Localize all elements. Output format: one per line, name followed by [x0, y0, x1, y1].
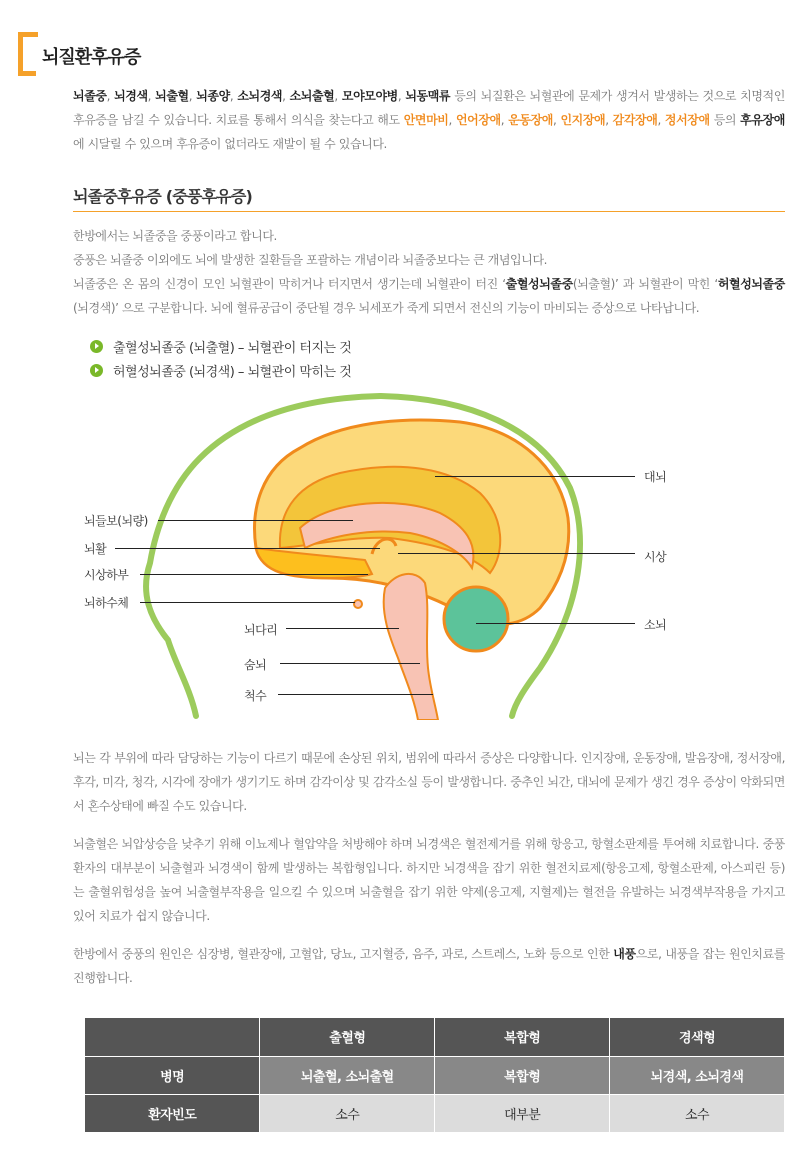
cerebellum	[444, 587, 508, 651]
table-cell: 뇌경색, 소뇌경색	[610, 1056, 785, 1094]
symptom-term: 운동장애	[508, 113, 553, 127]
page-title-block	[18, 32, 778, 78]
stroke-type-table	[85, 1018, 785, 1133]
section-line-1: 한방에서는 뇌졸중을 중풍이라고 합니다.	[73, 229, 277, 243]
page-title: 뇌질환후유증	[42, 47, 141, 68]
section-title: 뇌졸중후유증 (중풍후유증)	[73, 184, 785, 212]
disease-list: 뇌졸중, 뇌경색, 뇌출혈, 뇌종양, 소뇌경색, 소뇌출혈, 모야모야병, 뇌동맥류	[73, 89, 451, 103]
symptom-term: 언어장애	[455, 113, 501, 127]
cause-paragraph: 한방에서 중풍의 원인은 심장병, 혈관장애, 고혈압, 당뇨, 고지혈증, 음주, 과로, 스트레스, 노화 등으로 인한 내풍으로, 내풍을 잡는 원인치료를 진행합니다.	[73, 947, 785, 985]
disease-term: 소뇌출혈	[289, 89, 335, 103]
intro-text-3: 에 시달릴 수 있으며 후유증이 없더라도 재발이 될 수 있습니다.	[73, 137, 387, 151]
pituitary-gland	[354, 600, 362, 608]
label-line	[115, 548, 380, 549]
intro-text-2: 등의	[713, 113, 741, 127]
table-row	[85, 1056, 785, 1094]
section-line-2: 중풍은 뇌졸중 이외에도 뇌에 발생한 질환들을 포괄하는 개념이라 뇌졸중보다는 큰 개념입니다.	[73, 253, 548, 267]
cause-bold-term: 내풍	[613, 947, 636, 961]
list-item: 허혈성뇌졸중 (뇌경색) – 뇌혈관이 막히는 것	[90, 358, 351, 382]
title-bracket-decoration	[18, 32, 38, 76]
ischemic-term: 허혈성뇌졸중	[717, 277, 785, 291]
label-spinal-cord: 척수	[244, 689, 267, 703]
disease-term: 뇌경색	[114, 89, 148, 103]
play-bullet-icon	[90, 340, 103, 353]
table-cell: 소수	[610, 1094, 785, 1132]
table-cell: 뇌출혈, 소뇌출혈	[260, 1056, 435, 1094]
label-pituitary: 뇌하수체	[84, 596, 129, 610]
intro-bold-term: 후유장애	[740, 113, 785, 127]
disease-term: 뇌종양	[196, 89, 230, 103]
disease-term: 소뇌경색	[237, 89, 283, 103]
table-header-cell: 복합형	[435, 1018, 610, 1056]
table-row	[85, 1094, 785, 1132]
label-line	[158, 520, 353, 521]
hemorrhagic-term: 출혈성뇌졸중	[505, 277, 573, 291]
table-row-header: 환자빈도	[85, 1094, 260, 1132]
label-line	[140, 602, 355, 603]
label-line	[140, 574, 368, 575]
label-line	[398, 553, 635, 554]
table-row-header: 병명	[85, 1056, 260, 1094]
treatment-paragraph: 뇌출혈은 뇌압상승을 낮추기 위해 이뇨제나 혈압약을 처방해야 하며 뇌경색은 혈전제거를 위해 항응고, 항혈소판제를 투여해 치료합니다. 중풍환자의 대부분이 뇌출혈과 뇌경색이 함께 발생하는 복합형입니다. 하지만 뇌경색을 잡기 위한 혈전치료제(항응고제, 항혈소판제, 아스피린 등)는 출혈위험성을 높여 뇌출혈부작용을 일으킬 수 있으며 뇌출혈을 잡기 위한 약제(응고제, 지혈제)는 혈전을 유발하는 뇌경색부작용을 가지고 있어 치료가 쉽지 않습니다.	[73, 837, 785, 923]
label-cerebrum: 대뇌	[644, 470, 667, 484]
label-cerebellum: 소뇌	[644, 618, 667, 632]
label-line	[435, 476, 635, 477]
list-item: 출혈성뇌졸중 (뇌출혈) – 뇌혈관이 터지는 것	[90, 334, 351, 358]
symptoms-paragraph: 뇌는 각 부위에 따라 담당하는 기능이 다르기 때문에 손상된 위치, 범위에 따라서 증상은 다양합니다. 인지장애, 운동장애, 발음장애, 정서장애, 후각, 미각, 청각, 시각에 장애가 생기기도 하며 감각이상 및 감각소실 등이 발생합니다. 중추인 뇌간, 대뇌에 문제가 생긴 경우 증상이 악화되면서 혼수상태에 빠질 수도 있습니다.	[73, 751, 785, 813]
table-header-row	[85, 1018, 785, 1056]
brain-illustration	[0, 378, 788, 720]
label-hypothalamus: 시상하부	[84, 568, 129, 582]
symptom-term: 감각장애	[612, 113, 658, 127]
stroke-type-list	[90, 334, 351, 382]
label-fornix: 뇌활	[84, 542, 107, 556]
section-paragraph	[73, 224, 785, 320]
label-line	[280, 663, 420, 664]
label-pons: 뇌다리	[244, 623, 278, 637]
label-line	[476, 623, 635, 624]
table-header-cell	[85, 1018, 260, 1056]
table-cell: 소수	[260, 1094, 435, 1132]
symptom-term: 인지장애	[560, 113, 606, 127]
symptom-term: 정서장애	[664, 113, 710, 127]
disease-term: 뇌동맥류	[405, 89, 451, 103]
label-medulla: 숨뇌	[244, 658, 267, 672]
intro-text-1: 등의 뇌질환은 뇌혈관에 문제가 생겨서 발생하는 것으로 치명적인 후유증을 남길 수 있습니다. 치료를 통해서 의식을 찾는다고 해도	[73, 89, 785, 127]
label-corpus-callosum: 뇌들보(뇌량)	[84, 514, 148, 528]
table-cell: 대부분	[435, 1094, 610, 1132]
play-bullet-icon	[90, 364, 103, 377]
disease-term: 뇌출혈	[155, 89, 189, 103]
table-cell: 복합형	[435, 1056, 610, 1094]
table-header-cell: 출혈형	[260, 1018, 435, 1056]
disease-term: 모야모야병	[341, 89, 398, 103]
table-header-cell: 경색형	[610, 1018, 785, 1056]
disease-term: 뇌졸중	[73, 89, 107, 103]
symptom-list: 안면마비, 언어장애, 운동장애, 인지장애, 감각장애, 정서장애	[403, 113, 710, 127]
intro-paragraph	[73, 84, 785, 156]
label-line	[278, 694, 433, 695]
symptom-term: 안면마비	[403, 113, 449, 127]
label-line	[286, 628, 399, 629]
brain-diagram	[0, 378, 788, 720]
section-line-3: 뇌졸중은 온 몸의 신경이 모인 뇌혈관이 막히거나 터지면서 생기는데 뇌혈관이 터진 ‘출혈성뇌졸중(뇌출혈)’ 과 뇌혈관이 막힌 ‘허혈성뇌졸중(뇌경색)’ 으로 구분합니다. 뇌에 혈류공급이 중단될 경우 뇌세포가 죽게 되면서 전신의 기능이 마비되는 증상으로 나타납니다.	[73, 277, 785, 315]
label-thalamus: 시상	[644, 550, 667, 564]
